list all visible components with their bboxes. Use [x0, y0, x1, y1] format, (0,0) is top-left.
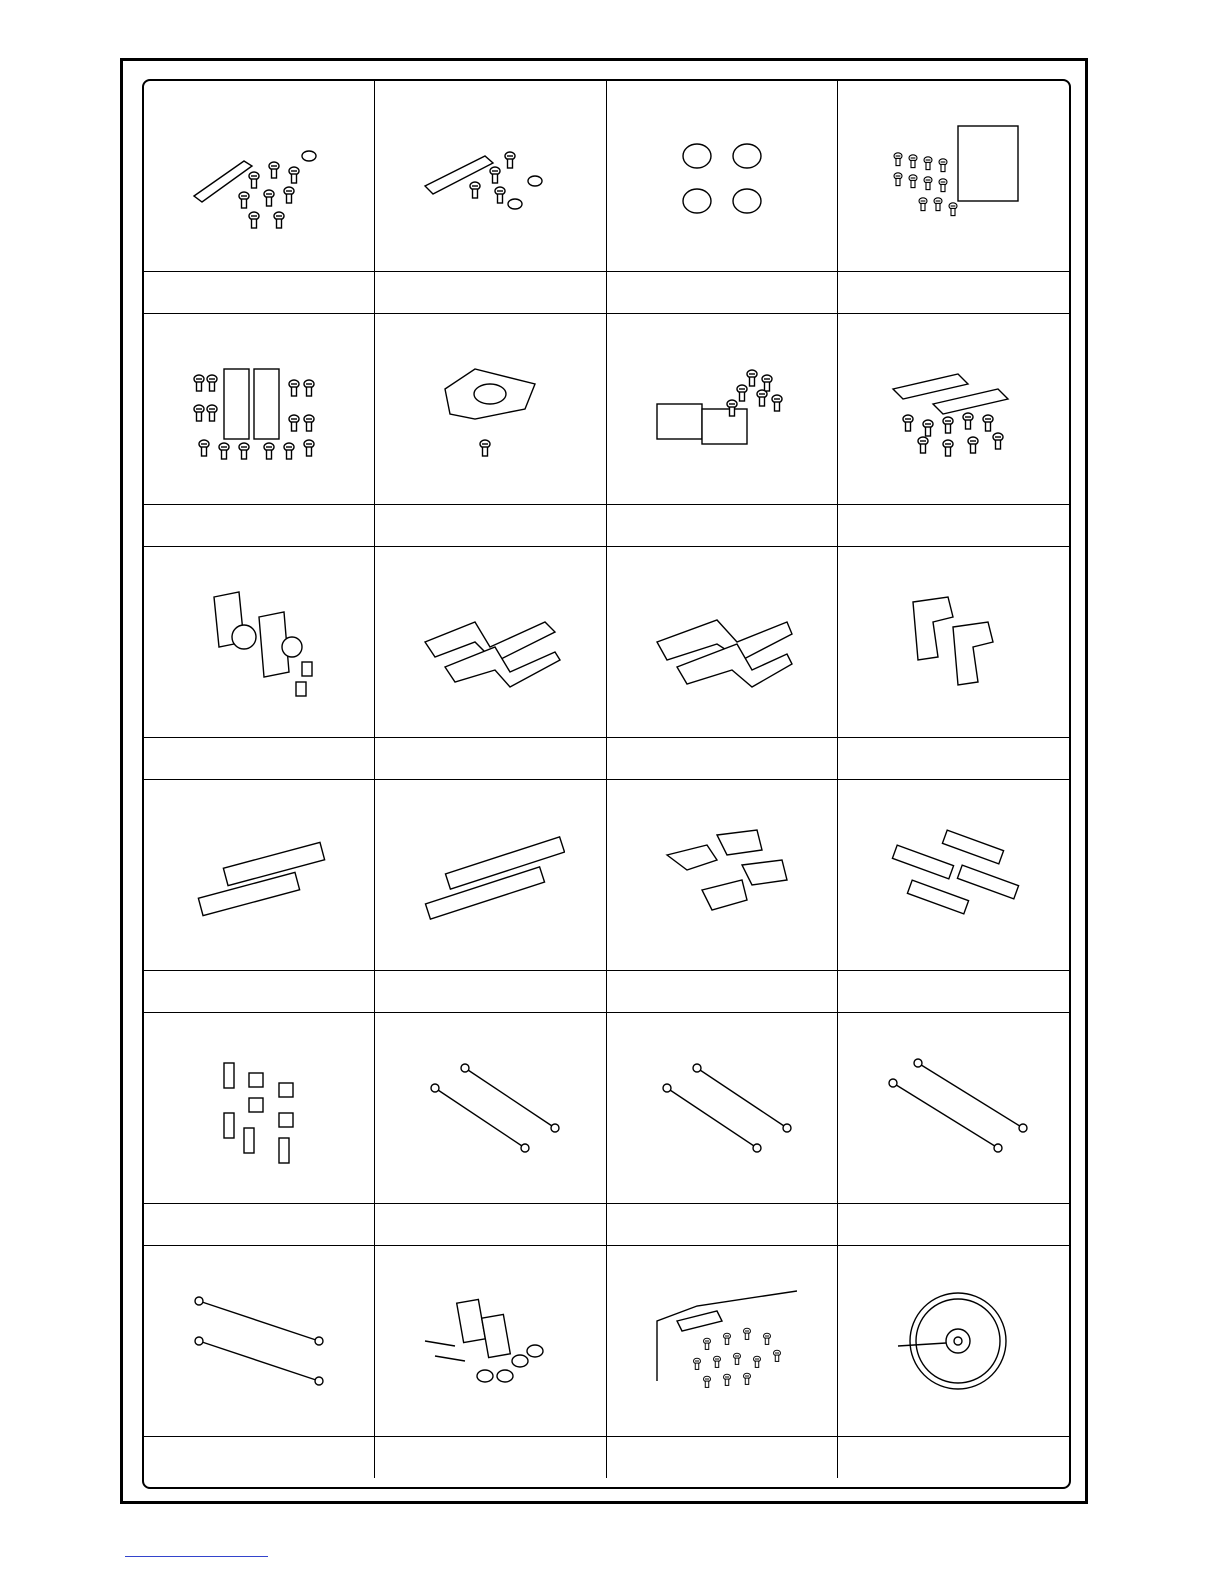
part-cell — [607, 547, 838, 780]
part-cell — [144, 780, 375, 1013]
part-cell — [607, 81, 838, 314]
driveshafts-b-icon — [607, 1013, 837, 1203]
part-cell — [838, 81, 1069, 314]
part-label — [607, 504, 837, 546]
rod-ends-icon — [607, 780, 837, 970]
part-cell — [375, 1013, 606, 1246]
links-icon — [838, 780, 1069, 970]
part-label — [144, 1436, 374, 1478]
hex-post-screws-icon — [144, 81, 374, 271]
part-label — [838, 1203, 1069, 1245]
part-cell — [375, 1246, 606, 1478]
part-label — [838, 271, 1069, 313]
driveshafts-a-icon — [375, 1013, 605, 1203]
part-label — [144, 970, 374, 1012]
part-cell — [144, 81, 375, 314]
part-label — [607, 1436, 837, 1478]
part-cell — [375, 81, 606, 314]
front-arms-icon — [375, 547, 605, 737]
part-label — [838, 970, 1069, 1012]
part-cell — [607, 314, 838, 547]
hardware-tools-icon — [607, 1246, 837, 1436]
part-label — [144, 1203, 374, 1245]
part-label — [607, 737, 837, 779]
part-cell — [144, 1246, 375, 1478]
turnbuckles-long-icon — [375, 780, 605, 970]
outdrives-pins-icon — [375, 1246, 605, 1436]
part-cell — [375, 547, 606, 780]
spur-gear-icon — [838, 1246, 1069, 1436]
part-label — [607, 970, 837, 1012]
part-cell — [607, 1246, 838, 1478]
part-cell — [607, 780, 838, 1013]
part-cell — [607, 1013, 838, 1246]
part-cell — [375, 780, 606, 1013]
parts-table — [142, 79, 1071, 1489]
c-hubs-icon — [838, 547, 1069, 737]
part-cell — [144, 1013, 375, 1246]
part-label — [375, 1203, 605, 1245]
motor-plate-icon — [375, 314, 605, 504]
block-screw-set-icon — [838, 81, 1069, 271]
mount-blocks-screws-icon — [144, 314, 374, 504]
part-cell — [838, 1013, 1069, 1246]
part-label — [838, 737, 1069, 779]
part-label — [607, 271, 837, 313]
rear-arms-icon — [607, 547, 837, 737]
part-cell — [838, 780, 1069, 1013]
part-label — [375, 970, 605, 1012]
driveshafts-c-icon — [838, 1013, 1069, 1203]
brace-plates-screws-icon — [838, 314, 1069, 504]
part-cell — [144, 314, 375, 547]
footer-link-underline — [125, 1556, 268, 1557]
ball-studs-icon — [144, 1013, 374, 1203]
part-label — [144, 504, 374, 546]
part-label — [375, 504, 605, 546]
part-label — [144, 271, 374, 313]
hex-post-screws-washers-icon — [375, 81, 605, 271]
part-label — [375, 1436, 605, 1478]
part-label — [838, 1436, 1069, 1478]
part-label — [607, 1203, 837, 1245]
part-cell — [838, 314, 1069, 547]
heatsink-screws-icon — [607, 314, 837, 504]
part-label — [375, 737, 605, 779]
part-cell — [375, 314, 606, 547]
part-label — [144, 737, 374, 779]
part-cell — [144, 547, 375, 780]
part-label — [838, 504, 1069, 546]
hub-carriers-icon — [144, 547, 374, 737]
universal-driveshafts-icon — [144, 1246, 374, 1436]
part-cell — [838, 1246, 1069, 1478]
part-cell — [838, 547, 1069, 780]
part-label — [375, 271, 605, 313]
turnbuckles-short-icon — [144, 780, 374, 970]
bushings-icon — [607, 81, 837, 271]
